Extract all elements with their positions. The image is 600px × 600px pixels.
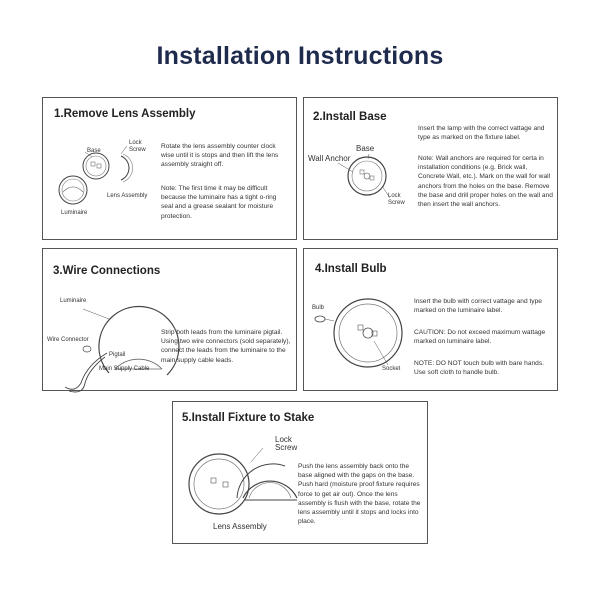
note-text: Note: Wall anchors are required for certa in installation conditions (e.g. Brick wall, Concrete Wall, etc.). Mark on the wall for wall anchors from the holes on the base. Remove the base and drill proper holes on the wall and then insert the wall anchors.: [418, 155, 553, 209]
panel-heading: 1.Remove Lens Assembly: [54, 108, 196, 120]
bulb-drawing: [315, 316, 325, 322]
caution-text: CAUTION: Do not exceed maximum wattage marked on luminaire label.: [414, 329, 546, 346]
label-lock: Lock: [275, 435, 292, 444]
base-drawing: [83, 153, 109, 179]
panel-install-bulb: [303, 248, 558, 391]
label-base: Base: [87, 148, 101, 154]
panel-heading: 3.Wire Connections: [53, 265, 161, 277]
label-luminaire: Luminaire: [61, 210, 88, 216]
panel-heading: 4.Install Bulb: [315, 263, 387, 275]
label-pigtail: Pigtail: [109, 352, 126, 358]
label-luminaire: Luminaire: [60, 298, 87, 304]
lens-assembly-drawing: [243, 481, 297, 498]
label-base: Base: [356, 144, 375, 153]
label-lens-assembly: Lens Assembly: [213, 522, 267, 531]
fixture-drawing: [334, 299, 402, 367]
label-wire-connector: Wire Connector: [47, 337, 89, 343]
page-title: Installation Instructions: [156, 42, 444, 70]
instruction-text: Insert the bulb with correct vattage and type marked on the luminaire label.: [414, 298, 542, 315]
label-screw: Screw: [129, 147, 146, 153]
label-screw: Screw: [275, 443, 298, 452]
luminaire-drawing: [59, 176, 87, 204]
instruction-text: Strip both leads from the luminaire pigtail. Using two wire connectors (sold separately), connect the leads from the luminaire to the main supply cable leads.: [161, 329, 291, 364]
panel-wire-connections: [42, 248, 297, 391]
lens-assembly-drawing: [121, 156, 129, 180]
label-lock: Lock: [388, 193, 401, 199]
panel-heading: 5.Install Fixture to Stake: [182, 412, 315, 424]
instruction-text: Push the lens assembly back onto the base aligned with the gaps on the base. Push hard (moisture proof fixture requires force to get air out). Once the lens assembly is flush with the base, rotate the lens assembly until it stops and locks into place.: [298, 463, 421, 526]
label-main-supply-cable: Main Supply Cable: [99, 366, 150, 372]
instruction-text: Rotate the lens assembly counter clock wise until it is stops and then lift the lens assembly straight off.: [161, 143, 279, 169]
note-text: NOTE: DO NOT touch bulb with bare hands. Use soft cloth to handle bulb.: [414, 360, 544, 377]
label-bulb: Bulb: [312, 305, 325, 311]
label-screw: Screw: [388, 200, 405, 206]
label-socket: Socket: [382, 366, 401, 372]
panel-install-fixture: [172, 401, 428, 544]
panel-remove-lens: [42, 97, 297, 240]
base-drawing: [348, 157, 386, 195]
note-text: Note: The first time it may be difficult because the luminaire has a tight o-ring seal and a grease sealant for moisture protection.: [161, 185, 277, 220]
install-bulb-illustration: [308, 281, 418, 391]
label-wall-anchor: Wall Anchor: [308, 154, 351, 163]
panel-heading: 2.Install Base: [313, 111, 387, 123]
instruction-text: Insert the lamp with the correct vattage and type as marked on the fixture label.: [418, 125, 545, 142]
label-lock: Lock: [129, 140, 142, 146]
panel-install-base: [303, 97, 558, 240]
label-lens-assembly: Lens Assembly: [107, 193, 148, 199]
